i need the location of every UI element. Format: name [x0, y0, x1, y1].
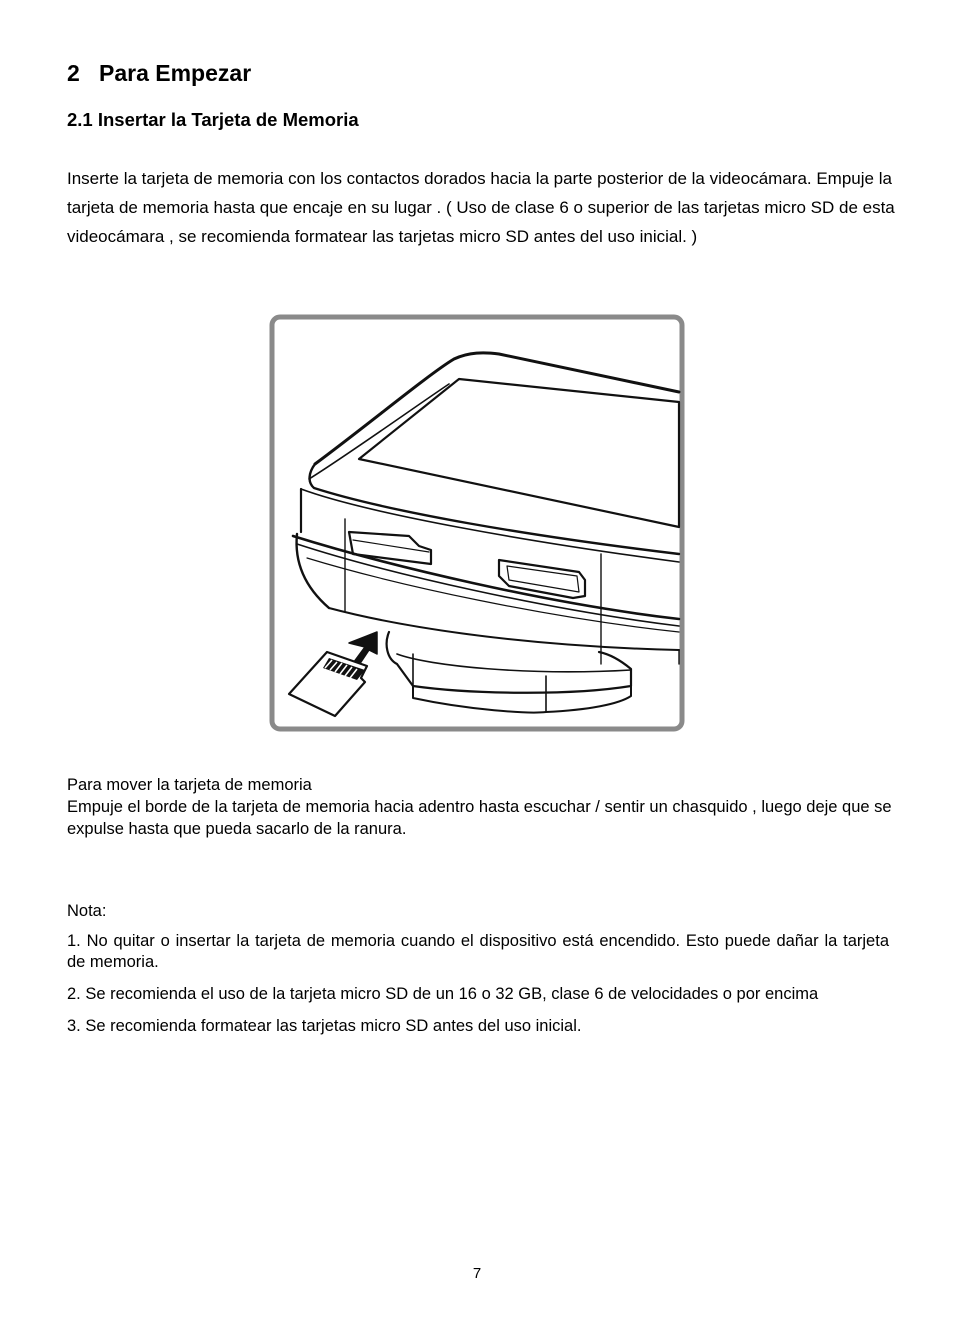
sd-card-insertion-figure — [269, 314, 685, 732]
section-heading — [67, 60, 251, 87]
note-item: 1. No quitar o insertar la tarjeta de memoria cuando el dispositivo está encendido. Esto puede dañar la tarjeta de memoria. — [67, 932, 889, 971]
camera-sd-card-illustration — [269, 314, 685, 732]
removal-body: Empuje el borde de la tarjeta de memoria hacia adentro hasta escuchar / sentir un chasquido , luego deje que se expulse hasta que pueda sacarlo de la ranura. — [67, 798, 892, 838]
subsection-heading: 2.1 Insertar la Tarjeta de Memoria — [67, 109, 359, 130]
page-number: 7 — [472, 1265, 482, 1282]
section-number: 2 — [67, 60, 80, 86]
removal-instructions — [67, 774, 897, 840]
notes-list — [67, 931, 889, 1048]
intro-paragraph: Inserte la tarjeta de memoria con los contactos dorados hacia la parte posterior de la videocámara. Empuje la tarjeta de memoria hasta que encaje en su lugar . ( Uso de clase 6 o superior de las tarjetas micro SD de esta videocámara , se recomienda formatear las tarjetas micro SD antes del uso inicial. ) — [67, 169, 895, 246]
notes-label: Nota: — [67, 902, 107, 920]
removal-heading: Para mover la tarjeta de memoria — [67, 776, 312, 794]
note-item: 3. Se recomienda formatear las tarjetas micro SD antes del uso inicial. — [67, 1017, 582, 1035]
section-title: Para Empezar — [99, 60, 252, 86]
note-item: 2. Se recomienda el uso de la tarjeta micro SD de un 16 o 32 GB, clase 6 de velocidades o por encima — [67, 985, 819, 1003]
